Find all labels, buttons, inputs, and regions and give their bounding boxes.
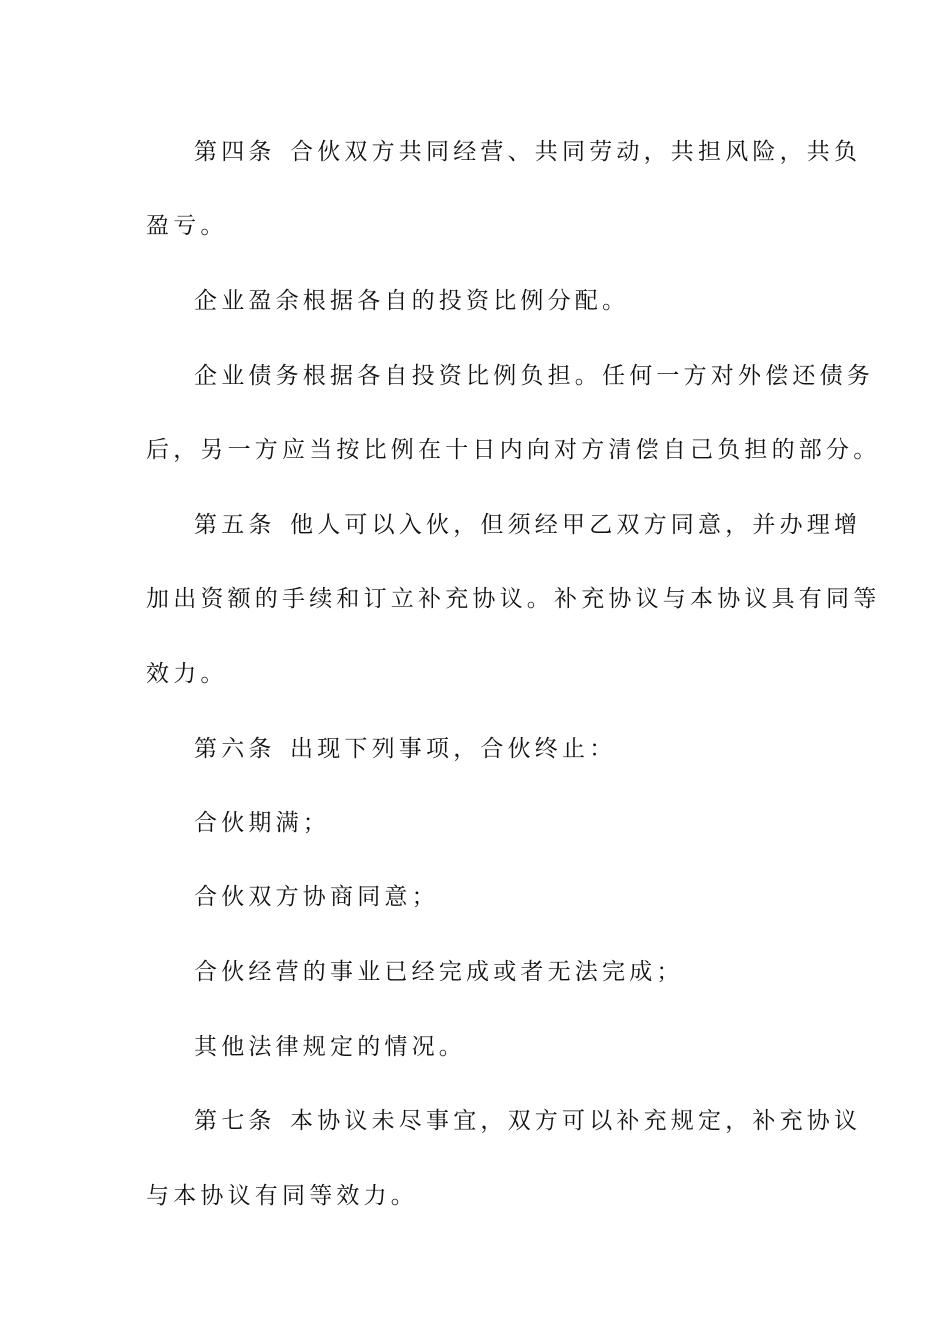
- article-4-label: 第四条: [194, 139, 276, 165]
- article-7-text: 本协议未尽事宜，双方可以补充规定，补充协议: [290, 1108, 862, 1134]
- article-5-line-3: 效力。: [146, 661, 228, 687]
- debt-paragraph-line-2: 后，另一方应当按比例在十日内向对方清偿自己负担的部分。: [146, 437, 881, 463]
- profit-paragraph: 企业盈余根据各自的投资比例分配。: [194, 288, 630, 314]
- article-6-text: 出现下列事项，合伙终止：: [290, 736, 617, 762]
- debt-paragraph-line-1: 企业债务根据各自投资比例负担。任何一方对外偿还债务: [194, 363, 874, 389]
- article-4-line-2: 盈亏。: [146, 213, 228, 239]
- article-4-line-1: [194, 132, 862, 172]
- termination-item-2: 合伙双方协商同意；: [194, 884, 439, 910]
- article-5-line-2: 加出资额的手续和订立补充协议。补充协议与本协议具有同等: [146, 586, 881, 612]
- article-7-line-2: 与本协议有同等效力。: [146, 1183, 418, 1209]
- article-5-line-1: [194, 505, 862, 545]
- termination-item-3: 合伙经营的事业已经完成或者无法完成；: [194, 959, 684, 985]
- termination-item-1: 合伙期满；: [194, 810, 330, 836]
- article-5-label: 第五条: [194, 512, 276, 538]
- termination-item-4: 其他法律规定的情况。: [194, 1034, 466, 1060]
- article-5-text: 他人可以入伙，但须经甲乙双方同意，并办理增: [290, 512, 862, 538]
- article-6-line-1: [194, 729, 806, 769]
- article-7-line-1: [194, 1101, 862, 1141]
- article-7-label: 第七条: [194, 1108, 276, 1134]
- article-4-text: 合伙双方共同经营、共同劳动，共担风险，共负: [290, 139, 862, 165]
- article-6-label: 第六条: [194, 736, 276, 762]
